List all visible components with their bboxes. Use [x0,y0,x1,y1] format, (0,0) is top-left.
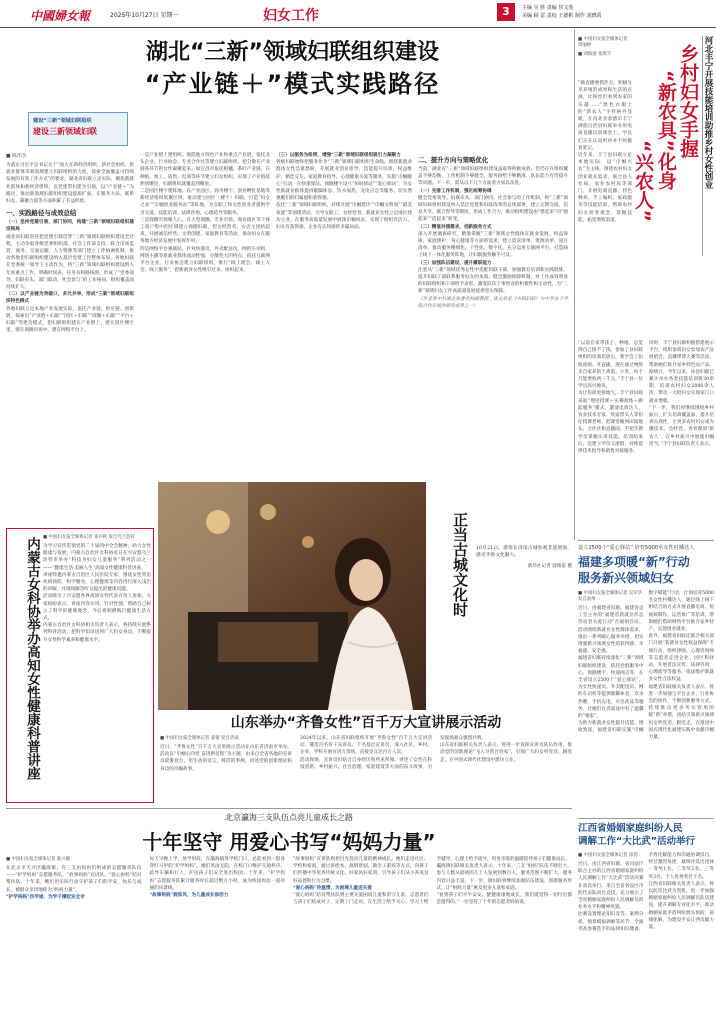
jiangxi-top-rule [578,818,714,819]
jiangxi-body [578,852,714,1020]
photo-caption: 10月21日，游客在济南古城参观非遗展演，感受齐鲁文化魅力。 [476,546,572,559]
lead-sub-3: （三）以服务为纽带，增强“三新”领域妇联组织吸引力凝聚力 [276,153,401,158]
lead-title-line1: 湖北“三新”领域妇联组织建设 [146,40,439,65]
page-number: 3 [497,3,515,21]
credits-line: 主编 吴 胜 责编 侯文莲 [522,5,574,11]
masthead [0,0,716,28]
section-name: 妇女工作 [263,8,319,24]
feature-para-4: 为让培训更接地气，丰宁县妇联采取“理论授课＋实操演练＋跟踪服务”模式，邀请电商达人、农业技术专家、致富带头人等担任授课老师，把课堂搬到田间地头、合作社和直播间，手把手教学员掌握实用技能。培训结束后，还建立学员交流群，持续提供技术指导和销售对接服务。 [578,391,643,455]
feature-correspondent: ■ 刘海波 张琪丰 [578,52,612,57]
feature-source: ■ 中国妇女报全媒体记者 周丽婷 [578,37,628,48]
fujian-title-2: 服务新兴领域妇女 [578,571,675,585]
lead-article-col2 [140,152,270,457]
lead-para-4: 二是园区楼宇建阵地。在产业园区、商务楼宇、创业孵化基地等新经济组织集聚区域，推动建立园区（楼宇）妇联，打造“妇女之家”“巾帼创业服务站”等阵地，为女职工和女性创业者提供学习交流、技能培训、法律咨询、心理疏导等服务。 [140,189,270,216]
shandong-title: 山东举办“齐鲁女性”百千万大宣讲展示活动 [230,715,502,731]
lead-sub-5: （二）精准对接需求，创新服务方式 [418,224,492,230]
fujian-title-1: 福建多项暖“新”行动 [578,555,690,569]
lead-sub-6: （三）加强队伍建设，提升履职能力 [418,260,492,266]
inner-mongolia-para-3: 活动吸引了兴安盟各界高知女性代表百余人参加。大家纷纷表示，讲座内容实用、针对性强，帮助自己树立了科学的健康观念，今后将积极践行健康生活方式。 [43,594,151,622]
shandong-source: ■ 中国妇女报全媒体记者 姜蕾 发自济南 [160,736,239,741]
feature-body-lower [578,340,714,535]
credits-line: 美编 顾 雷 责校 王德彬 制作 刘晓禹 [522,13,602,19]
fujian-para-4: 此外，福建省妇联还联合相关部门开展“新就业女性权益保障”专项行动，组织律师、心理咨询师等志愿者走进企业、园区和驿站，开展普法宣传、法律咨询、心理疏导等服务，依法维护新就业女性合法权益。 [648,634,714,683]
jiangxi-source: ■ 中国妇女报全媒体记者 徐滔 [578,853,638,858]
shandong-body [160,735,572,803]
lead-para-1: 湖北省妇联坚持把党建引领贯穿“三新”领域妇联组织建设全过程，主动争取各级党委组织部、社会工作部支持，联合市场监管、商务、交通运输、人力资源等部门建立工作协调机制，推动各地把妇联组织建设纳入基层党建工作整体布局。各地妇联在党委统一领导下主动作为，将“三新”领域妇联组织建设纳入年度重点工作，明确时间表、任务书和路线图，形成了“党委领导、妇联牵头、部门联动、社会参与”的工作格局，组织覆盖面持续扩大。 [6,234,134,291]
beijing-para-3: “故事妈妈”宣讲队则把目光投向儿童的精神成长。她们走进社区、学校和家庭，通过讲绘本、演情景剧、做亲子游戏等方式，向孩子们传播中华优秀传统文化、好家风好家训，引导孩子们从小养成良好品德和行为习惯。 [293,857,429,884]
feature-right [578,30,714,535]
lead-article-col1 [6,152,134,462]
inner-mongolia-source: ■ 中国妇女报全媒体记者 张亦秋 发自乌兰浩特 [43,535,135,540]
lead-para-11: 深入开展调查研究，精准掌握“三新”领域女性群体在就业发展、权益保障、家庭照护、身心健康等方面的需求，建立需求清单、资源清单、项目清单，推动服务精细化、个性化、数字化。充分运用互联网平台，打造线上线下一体化服务阵地，让妇联服务触手可及。 [418,231,568,259]
feature-source-block [578,36,632,76]
lead-para-2: 各地妇联立足本地产业发展实际，依托产业链、供应链、创新链，探索出“产业链＋妇联”“园区＋妇联”“商圈＋妇联”“平台＋妇联”等建会模式，把妇联组织建在产业链上、建在园区楼宇里、建在商圈市场中、建在网络平台上。 [6,306,134,334]
fujian-source: ■ 中国妇女报全媒体记者 吴军华 发自福州 [578,591,643,602]
fujian-para-2: 福建省妇联持续深化“三新”领域妇联组织建设，依托党群服务中心、商圈楼宇、快递网点等，在全省设立2500个“爱心驿站”，为女性快递员、外卖配送员、网约车司机等提供歇脚休息、饮水热餐、手机充电、应急药品等服务，让她们在奔波途中有了温馨的“娘家”。 [578,656,644,720]
jiangxi-title-1: 江西省婚姻家庭纠纷人民 [578,823,683,834]
lead-heading-1: 一、实践路径与成效总结 [6,209,77,218]
fujian-body [578,590,714,815]
lead-sub-4: （一）完善工作机制，强化统筹协调 [418,188,492,194]
inner-mongolia-para-4: 内蒙古自治区女科协相关负责人表示，将持续开展系列科普活动，把科学知识送到广大妇女身边，不断提升女性科学素养和健康水平。 [43,623,151,643]
feature-para-6: “下一步，我们将继续围绕乡村振兴，扩大培训覆盖面，提升培训实效性，让更多农村妇女成为懂技术、会经营、善管理的‘新农人’，在乡村振兴中展现巾帼担当。”丰宁县妇联负责人表示。 [649,405,714,447]
newspaper-logo: 中國婦女報 [30,9,91,23]
photo-illustration [158,482,472,710]
lead-para-9: 当前，湖北省“三新”领域妇联组织建设虽取得积极成效，但仍存在组织覆盖不够均衡、工作机制不够健全、服务供给不够精准、队伍能力有待提升等问题。下一步，需从以下几个方面着力加以改进。 [418,167,568,187]
lead-endnote: （作者系中共湖北省委党校副教授。该文章是《中国妇联》与中华女子学院合作开展的研究成果之一） [418,296,568,309]
fujian-top-rule [578,540,714,541]
lead-headline [10,38,575,108]
beijing-para-4: “爱心妈妈”结对帮扶队则主要关爱困境儿童和留守儿童。志愿者们与孩子们结成对子，定期上门走访，在生活上给予关心、学习上给予辅导、心理上给予疏导，用母亲般的温暖陪伴孩子们健康成长。 [293,857,570,906]
photo-credit: 新华社记者 郭绪雷 摄 [527,563,572,569]
right-column-divider [574,30,575,540]
lead-author: ■ 陈伟杰 [6,154,27,159]
lead-kicker-banner [28,112,128,146]
shandong-para-3: 活动现场，宣讲员们结合自身经历和所见所闻，讲述了女性在科技创新、乡村振兴、社会治理、家庭建设等方面的奋斗故事，引发现场观众强烈共鸣。 [300,736,486,770]
lead-para-12: 注重从“三新”领域优秀女性中选配妇联干部，加强教育培训和实践锻炼，提升妇联干部联系服务妇女的本领。健全激励保障机制，对工作成效明显的妇联组织和干部给予表彰，激发队伍干事创业的积极性和主动性，为“三新”领域妇女工作高质量发展提供坚实保障。 [418,267,568,295]
lead-kicker-tag: 建设三新领域妇联 [33,127,97,136]
beijing-para-2: 每天早晚上学、放学时段，在瀛海镇各学校门口，总能看到一群身穿红马甲的“护学妈妈”。她们风雨无阻，在校门口维护交通秩序、疏导车辆和行人，护送孩子们安全进出校园。十年来，“护学妈妈”志愿服务队累计服务时长超过数万小时，成为校园周边一道亮丽的风景线。 [149,857,285,891]
news-photo [158,482,472,710]
lead-para-8: 依托“三新”领域妇联组织，持续开展“巾帼建功”“巾帼文明岗”“最美家庭”等创建活动，引导女职工、女经营者、新就业女性立足岗位建功立业，在服务高质量发展中展现巾帼风采，实现了组织有活力、妇女有获得感、企业有认同感的多赢局面。 [276,203,412,231]
lead-intro: 为落实习近平总书记关于“加大在新经济组织、新社会组织、新就业群体等新领域建立妇联组织的力度，探索全面覆盖可持续发展的有效工作方式”的要求，湖北省妇联立足实际，聚焦新就业群体和新经济组织，以党建带妇建为引领，以“产业链＋”为路径，推动新领域妇联组织建设提质扩面，在服务大局、联系妇女、凝聚力量等方面积累了有益经验。 [6,163,134,205]
inner-mongolia-para-1: 为学习宣传贯彻党的二十届四中全会精神，助力女性健康与发展，内蒙古自治区女科协近日在兴安盟乌兰浩特市举办“科技为妇女儿童服务”系列活动之一——“健康生活·美丽人生”高知女性健康科普讲座。 [43,544,151,571]
beijing-para-5: 瀛海镇妇联相关负责人表示，十年来，三支“妈妈”队伍不断壮大，参与人数从最初的几十人发展到数百人，服务范围不断扩大，服务内容日益丰富。下一步，镇妇联将继续加强队伍建设，创新服务形式，让“妈妈力量”惠及更多儿童和家庭。 [436,864,572,891]
shandong-para-2: 2024年以来，山东省妇联组织开展“齐鲁女性”百千万大宣讲活动，遴选百名骨干宣讲员、千名基层宣讲员，深入社区、乡村、企业、学校开展宣讲万余场，直接受众达百万人次。 [300,736,432,756]
beijing-sub-3: “爱心妈妈”传温情，为困境儿童送关爱 [293,885,372,891]
jiangxi-para-3: 江西省妇联相关负责人表示，将以此次比武为契机，进一步加强婚姻家庭纠纷人民调解员队伍建设，提升调解专业化水平，推动婚姻家庭矛盾纠纷源头预防、前端化解，为建设平安江西贡献力量。 [648,881,714,931]
lead-sub-2: （二）以产业链为突破口，多元并举，形成“三新”领域妇联组织特色模式 [6,292,134,305]
lead-article-col3 [276,152,412,452]
fujian-para-3: 为助力新就业女性提升技能、增收致富，福建省妇联实施“巾帼数字赋能”行动，计划培育5000名女性村播达人，通过线上线下相结合的方式开展直播电商、短视频制作、运营推广等培训，帮助她们借助网络平台推介家乡特产、实现创业就业。 [578,591,714,734]
lead-article-col4 [418,152,568,452]
beijing-kicker: 北京瀛海三支队伍点亮儿童成长之路 [225,813,353,822]
beijing-title: 十年坚守 用爱心书写“妈妈力量” [142,830,436,854]
jiangxi-article [578,822,714,1020]
shandong-para-4: 山东省妇联相关负责人表示，将进一步发挥宣讲员队伍作用，推动党的创新理论“飞入寻常百姓家”，引领广大妇女听党话、跟党走，在中国式现代化建设中建功立业。 [440,743,572,763]
lead-para-6: 四是网络平台强联结。针对快递员、外卖配送员、网约车司机、网络主播等新就业群体流动性强、分散性大的特点，依托互联网平台企业、行业协会建立妇联组织，推行“线上建会、线上入会、线上服务”，把新就业女性吸引过来、组织起来。 [140,246,270,274]
lead-para-10: 健全党委领导、妇联牵头、部门协同、社会参与的工作机制，将“三新”领域妇联组织建设纳入基层党建和妇联改革的总体部署，建立定期会商、信息共享、联合督导等制度，形成工作合力，推动组织建设由“建起来”向“强起来”“活起来”转变。 [418,195,568,223]
beijing-top-rule [6,808,572,809]
photo-overlay-title: 正当古城文化时 [451,512,469,617]
feature-title-col1: 乡村妇女手握 [677,44,699,158]
beijing-sub-2: “故事妈妈”润家风，为儿童成长添活力 [149,893,229,899]
lead-sub-1: （一）坚持党建引领，部门协同，构建“三新”领域妇联组织建设格局 [6,220,134,233]
inner-mongolia-body [43,534,151,799]
shandong-para-1: 近日，“齐鲁女性”百千万大宣讲展示活动在山东省济南市举办。活动以“巾帼心向党 奋进新征程”为主题，由来自全省各地的宣讲员轮番登台，用生动的语言、鲜活的事例，讲述党的创新理论和身边的巾帼故事。 [160,745,292,772]
beijing-body [6,856,572,1020]
beijing-para-6: “看到孩子们平平安安、健健康康地成长，我们就觉得一切付出都是值得的。”一位坚持了十年的志愿者妈妈说。 [436,893,572,906]
lead-para-5: 三是商圈市场聚人心。在大型商圈、专业市场、商业街区等个体工商户集中的区域建立商圈妇联，把女经营者、女店主团结起来，开展诚信经营、文明创建、家庭教育等活动，推动妇女在服务地方经济发展中发挥作用。 [140,217,270,245]
inner-mongolia-para-2: 讲座特邀内蒙古自治区人民医院专家，围绕女性常见疾病预防、科学膳食、心理健康等内容进行深入浅出的讲解，并现场解答听众提出的健康问题。 [43,572,151,593]
lead-para-3: 一是产业链上建组织。围绕地方特色产业和重点产业链，依托龙头企业、行业协会、专业合作社等建立妇联组织，把分散在产业链各环节的女性凝聚起来。如宜昌市依托柑橘、茶叶产业链，在种植、加工、销售、电商等环节建立妇女组织，实现了产业链延伸到哪里，妇联组织就覆盖到哪里。 [140,153,270,187]
fujian-para-5: 福建省妇联相关负责人表示，将进一步加强与平台企业、行业协会的协作，不断创新服务方式，持续推出更多务实管用的暖“新”举措，团结引领新兴领域妇女听党话、跟党走，在推进中国式现代化福建实践中贡献巾帼力量。 [648,684,714,741]
fujian-kicker: 设立2500个“爱心驿站” 培育5000名女性村播达人 [578,545,695,551]
beijing-sub-1: “护学妈妈”伤学途，为学子撑起安全伞 [6,894,85,900]
fujian-para-1: 近日，由福建省妇联、福建省总工会主办的“福建省新就业形态劳动者关爱行动”在福州启动。活动围绕新就业女性群体需求，推出一系列暖心服务举措，切实增强新兴领域女性的获得感、幸福感、安全感。 [578,606,644,655]
photo-caption-block [476,545,572,655]
jiangxi-para-2: 比赛设置理论知识竞答、案例分析、情景模拟调解等环节，全面考查参赛选手的法律知识储备、矛盾化解能力和沟通协调技巧。经过激烈角逐，最终评选出团体一等奖1名、二等奖2名、三等奖3名，个人优秀奖若干名。 [578,853,714,932]
lead-para-7: 各级妇联始终把服务作为“三新”领域妇联组织生命线，围绕新就业群体女性急难愁盼，开展就业创业指导、技能提升培训、权益维护、婚恋交友、家庭教育指导、心理健康关爱等服务。实施“巾帼暖心”行动，在快递驿站、商圈楼宇设立“妈妈驿站”“爱心驿站”，为女性新就业群体提供歇脚休息、饮水加热、充电应急等服务，切实增强她们的归属感和获得感。 [276,160,412,202]
editor-credits [522,4,602,20]
inner-mongolia-title: 内蒙古女科协举办高知女性健康科普讲座 [24,537,40,780]
feature-para-1: “做直播要抓热点，积极分享养殖的成果和生活的点滴，让粉丝们看到农家的乐趣……”黑色衣服上的“新农人”字样格外显眼，在河北省承德市丰宁满族自治县妇联举办的电商直播培训课堂上，学员们正在认真听讲并不时做着笔记。 [578,81,632,151]
inner-mongolia-box [6,528,154,803]
feature-para-2: 近年来，丰宁县妇联立足本地实际，以“巾帼兴农”为主线，围绕农村妇女创业就业需求，联合县人社局、农业农村局等部门，开展电商直播、特色种养、手工编织、家政服务等技能培训，帮助农村妇女转变观念、掌握技能、拓宽增收渠道。 [578,153,632,223]
feature-kicker-vertical: 河北丰宁开展技能培训助推乡村女性创业 [702,36,714,256]
feature-body [578,80,632,330]
feature-title-col3: “兴农人” [632,140,654,222]
beijing-para-1: 在北京市大兴区瀛海镇，有三支由妈妈们组成的志愿服务队伍——“护学妈妈”志愿服务队、“故事妈妈”宣讲队、“爱心妈妈”结对帮扶队。十年来，她们用实际行动守护孩子们的平安、快乐与成长，被群众亲切地称为“妈妈力量”。 [6,866,142,893]
feature-para-5: 同时，丰宁县妇联积极搭建展示平台，组织参训妇女参加农产品展销会、直播带货大赛等活动，帮助她们推介家乡特色农产品。据统计，今年以来，该县妇联已累计举办各类技能培训班30余期，培训农村妇女2000余人次，带动一大批妇女实现家门口就业增收。 [649,341,714,404]
feature-title-col2: “新农具”化身 [655,70,677,190]
jiangxi-title-2: 调解工作“大比武”活动举行 [578,836,695,847]
lead-heading-2: 二、提升方向与策略优化 [418,156,489,164]
issue-date: 2025年10月27日 星期一 [110,12,179,19]
feature-para-3: “以前在家带孩子、种地，总觉得自己挣不了钱。参加了县妇联组织的电商培训后，我学会了拍短视频、开直播，现在通过网络卖自家养的土鸡蛋、小米，每个月能增收两三千元。”丰宁县一位学员高兴地说。 [578,341,643,390]
beijing-source: ■ 中国妇女报全媒体记者 耿兴敏 [6,857,71,862]
fujian-article [578,544,714,814]
lead-kicker: 建设“三新”领域妇联组织 [33,118,92,124]
jiangxi-para-1: 近日，由江西省妇联、省司法厅联合主办的江西省婚姻家庭纠纷人民调解工作“大比武”活动决赛在南昌举行。来自全省各设区市的代表队同台竞技，充分展示了全省婚姻家庭纠纷人民调解员的业务水平和精神风貌。 [578,862,644,911]
lead-title-line2: “产业链＋”模式实践路径 [144,70,441,98]
